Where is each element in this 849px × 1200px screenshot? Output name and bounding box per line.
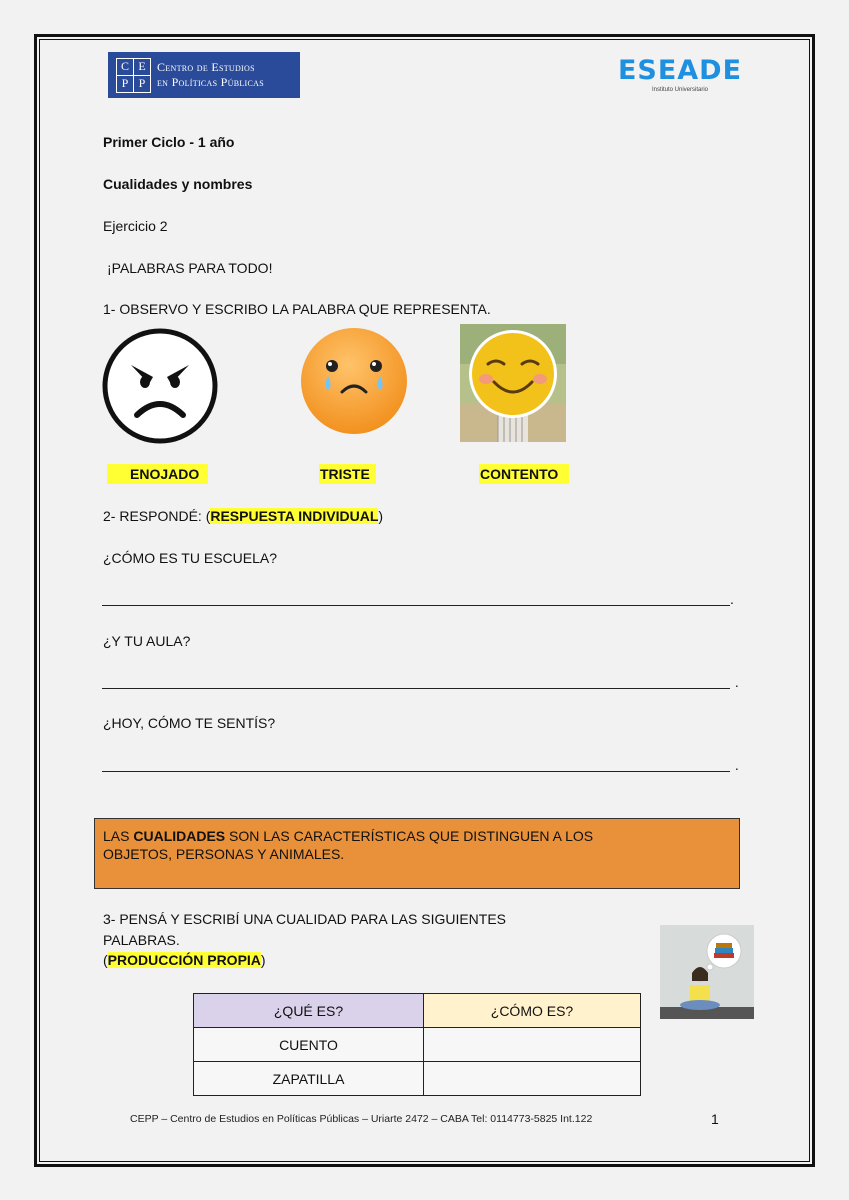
section2-prefix: 2- RESPONDÉ: (	[103, 508, 211, 524]
label-contento: CONTENTO	[479, 464, 569, 484]
table-row	[194, 1062, 641, 1096]
qualities-table	[193, 993, 641, 1096]
question-feeling: ¿HOY, CÓMO TE SENTÍS?	[103, 715, 276, 731]
definition-prefix: LAS	[103, 828, 134, 844]
cepp-monogram	[116, 58, 151, 93]
answer-line-school[interactable]	[102, 605, 730, 606]
footer-text: CEPP – Centro de Estudios en Políticas Públicas – Uriarte 2472 – CABA Tel: 0114773-5825 Int.122	[130, 1113, 593, 1125]
section3-production	[103, 951, 266, 969]
answer-line-feeling[interactable]	[102, 771, 730, 772]
label-enojado: ENOJADO	[107, 464, 208, 484]
eseade-name: ESEADE	[617, 55, 743, 86]
table-cell-word: CUENTO	[194, 1028, 424, 1062]
section2-highlight: RESPUESTA INDIVIDUAL	[210, 508, 379, 524]
angry-face-icon	[101, 327, 219, 445]
label-triste: TRISTE	[319, 464, 376, 484]
cepp-letter: P	[134, 76, 150, 92]
exercise-label: Ejercicio 2	[103, 218, 168, 234]
answer-line-classroom[interactable]	[102, 688, 730, 689]
cepp-logo	[108, 52, 300, 98]
page-number: 1	[711, 1111, 719, 1127]
cepp-letter: P	[117, 76, 133, 92]
section3-instruction-line2: PALABRAS.	[103, 932, 180, 948]
cepp-line2: en Políticas Públicas	[157, 75, 264, 89]
definition-line1	[103, 827, 731, 845]
happy-face-photo	[460, 324, 566, 442]
section2-instruction	[103, 507, 383, 525]
definition-rest: SON LAS CARACTERÍSTICAS QUE DISTINGUEN A LOS	[225, 828, 594, 844]
question-school: ¿CÓMO ES TU ESCUELA?	[103, 550, 278, 566]
question-classroom: ¿Y TU AULA?	[103, 633, 191, 649]
section3-instruction-line1: 3- PENSÁ Y ESCRIBÍ UNA CUALIDAD PARA LAS SIGUIENTES	[103, 911, 507, 927]
paren-close: )	[260, 952, 266, 968]
eseade-subtitle: Instituto Universitario	[651, 87, 709, 93]
table-cell-answer[interactable]	[424, 1062, 641, 1096]
definition-keyword: CUALIDADES	[133, 828, 226, 844]
line-end-mark: .	[731, 757, 739, 773]
section2-suffix: )	[378, 508, 384, 524]
worksheet-title: ¡PALABRAS PARA TODO!	[107, 260, 273, 276]
line-end-mark: .	[731, 674, 739, 690]
line-end-mark: .	[730, 591, 734, 607]
topic-heading: Cualidades y nombres	[103, 176, 253, 192]
table-cell-answer[interactable]	[424, 1028, 641, 1062]
definition-line2: OBJETOS, PERSONAS Y ANIMALES.	[103, 846, 345, 862]
table-row	[194, 1028, 641, 1062]
table-header-row	[194, 994, 641, 1028]
cycle-heading: Primer Ciclo - 1 año	[103, 134, 235, 150]
table-header-what: ¿QUÉ ES?	[194, 994, 424, 1028]
eseade-logo	[615, 56, 745, 94]
girl-reading-illustration	[660, 925, 754, 1019]
section1-instruction: 1- OBSERVO Y ESCRIBO LA PALABRA QUE REPRESENTA.	[103, 301, 491, 317]
section3-highlight: PRODUCCIÓN PROPIA	[107, 952, 261, 968]
cepp-logo-text	[157, 60, 264, 90]
sad-face-icon	[298, 326, 410, 436]
paren-open: (	[103, 952, 108, 968]
cepp-line1: Centro de Estudios	[157, 60, 255, 74]
table-header-how: ¿CÓMO ES?	[424, 994, 641, 1028]
cepp-letter: E	[134, 59, 150, 75]
table-cell-word: ZAPATILLA	[194, 1062, 424, 1096]
cepp-letter: C	[117, 59, 133, 75]
qualities-definition-box	[94, 818, 740, 889]
